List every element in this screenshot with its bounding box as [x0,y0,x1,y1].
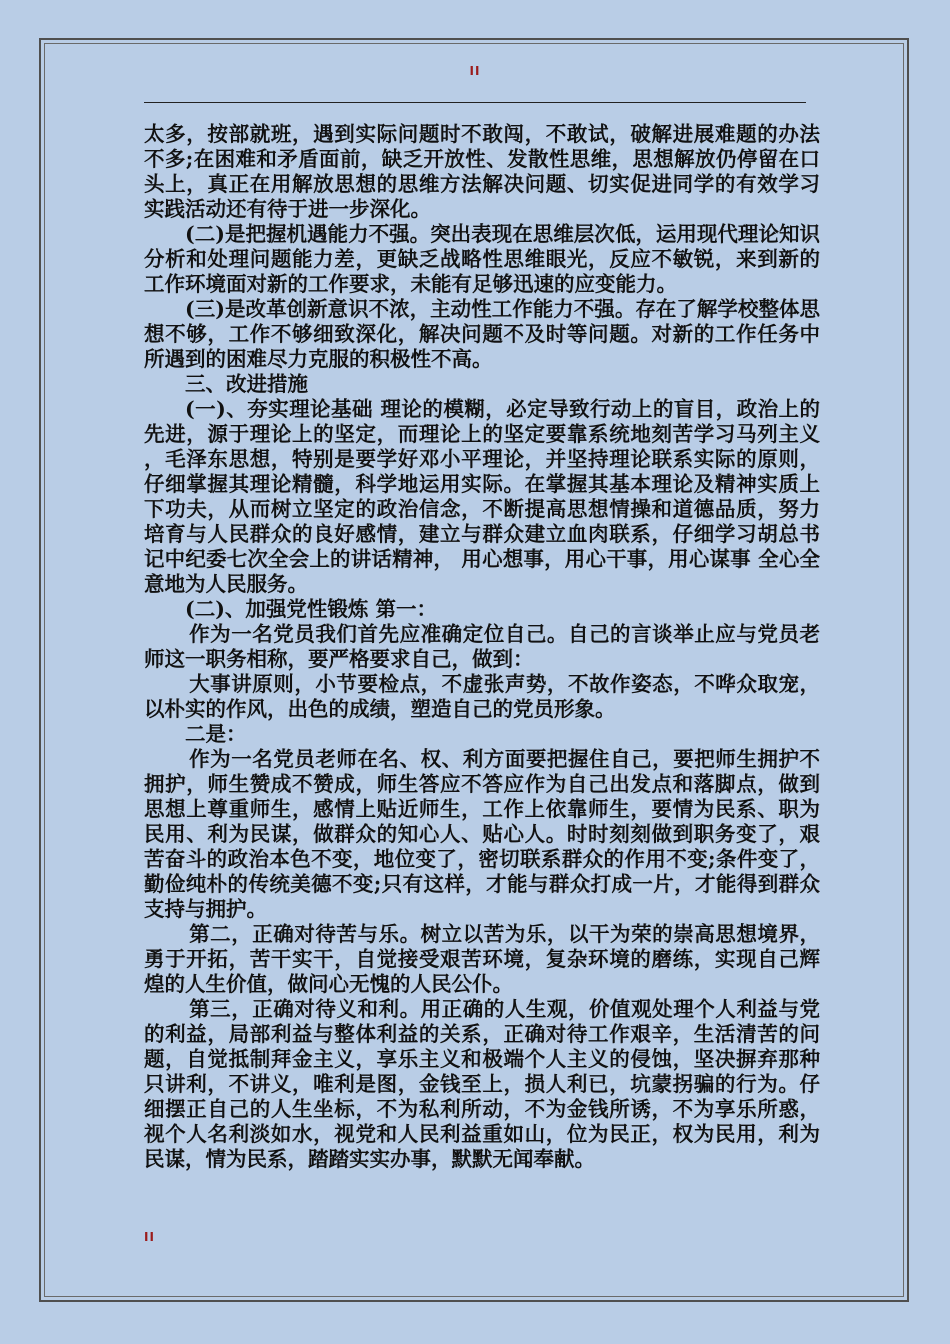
paragraph-opportunity: (二)是把握机遇能力不强。突出表现在思维层次低，运用现代理论知识分析和处理问题能力差，更缺乏战略性思维眼光，反应不敏锐，来到新的工作环境面对新的工作要求，未能有足够迅速的应变能力。 [144,222,820,296]
header-divider [144,102,806,103]
document-body [144,122,820,1172]
paragraph-second-label: 二是： [185,722,247,746]
paragraph-innovation: (三)是改革创新意识不浓，主动性工作能力不强。存在了解学校整体思想不够，工作不够细致深化，解决问题不及时等问题。对新的工作任务中所遇到的困难尽力克服的积极性不高。 [144,297,820,371]
paragraph-party-spirit: (二)、加强党性锻炼 第一： [185,597,438,621]
header-mark: II [469,64,481,78]
paragraph-principles: 大事讲原则，小节要检点，不虚张声势，不故作姿态，不哗众取宠，以朴实的作风，出色的成绩，塑造自己的党员形象。 [144,672,820,721]
paragraph-theory: (一)、夯实理论基础 理论的模糊，必定导致行动上的盲目，政治上的先进，源于理论上的坚定，而理论上的坚定要靠系统地刻苦学习马列主义，毛泽东思想，特别是要学好邓小平理论，并坚持理论联系实际的原则，仔细掌握其理论精髓，科学地运用实际。在掌握其基本理论及精神实质上下功夫，从而树立坚定的政治信念，不断提高思想情操和道德品质，努力培育与人民群众的良好感情，建立与群众建立血肉联系，仔细学习胡总书记中纪委七次全会上的讲话精神， 用心想事，用心干事，用心谋事 全心全意地为人民服务。 [144,397,820,596]
paragraph-name-power-interest: 作为一名党员老师在名、权、利方面要把握住自己，要把师生拥护不拥护，师生赞成不赞成，师生答应不答应作为自己出发点和落脚点，做到思想上尊重师生，感情上贴近师生，工作上依靠师生，要情为民系、职为民用、利为民谋，做群众的知心人、贴心人。时时刻刻做到职务变了，艰苦奋斗的政治本色不变，地位变了，密切联系群众的作用不变;条件变了，勤俭纯朴的传统美德不变;只有这样，才能与群众打成一片，才能得到群众支持与拥护。 [144,747,820,921]
paragraph-righteousness-profit: 第三，正确对待义和利。用正确的人生观，价值观处理个人利益与党的利益，局部利益与整体利益的关系，正确对待工作艰辛，生活清苦的问题，自觉抵制拜金主义，享乐主义和极端个人主义的侵蚀，坚决摒弃那种只讲利，不讲义，唯利是图，金钱至上，损人利已，坑蒙拐骗的行为。仔细摆正自己的人生坐标，不为私利所动，不为金钱所诱，不为享乐所惑，视个人名利淡如水，视党和人民利益重如山，位为民正，权为民用，利为民谋，情为民系，踏踏实实办事，默默无闻奉献。 [144,997,820,1171]
footer-mark: II [144,1230,155,1244]
paragraph-self-position: 作为一名党员我们首先应准确定位自己。自己的言谈举止应与党员老师这一职务相称，要严格要求自己，做到： [144,622,820,671]
paragraph-continuation: 太多，按部就班，遇到实际问题时不敢闯，不敢试，破解进展难题的办法不多;在困难和矛盾面前，缺乏开放性、发散性思维，思想解放仍停留在口头上，真正在用解放思想的思维方法解决问题、切实促进同学的有效学习实践活动还有待于进一步深化。 [144,122,820,221]
section-heading-measures: 三、改进措施 [185,372,308,396]
paragraph-hardship-joy: 第二，正确对待苦与乐。树立以苦为乐，以干为荣的崇高思想境界，勇于开拓，苦干实干，自觉接受艰苦环境，复杂环境的磨练，实现自己辉煌的人生价值，做问心无愧的人民公仆。 [144,922,820,996]
